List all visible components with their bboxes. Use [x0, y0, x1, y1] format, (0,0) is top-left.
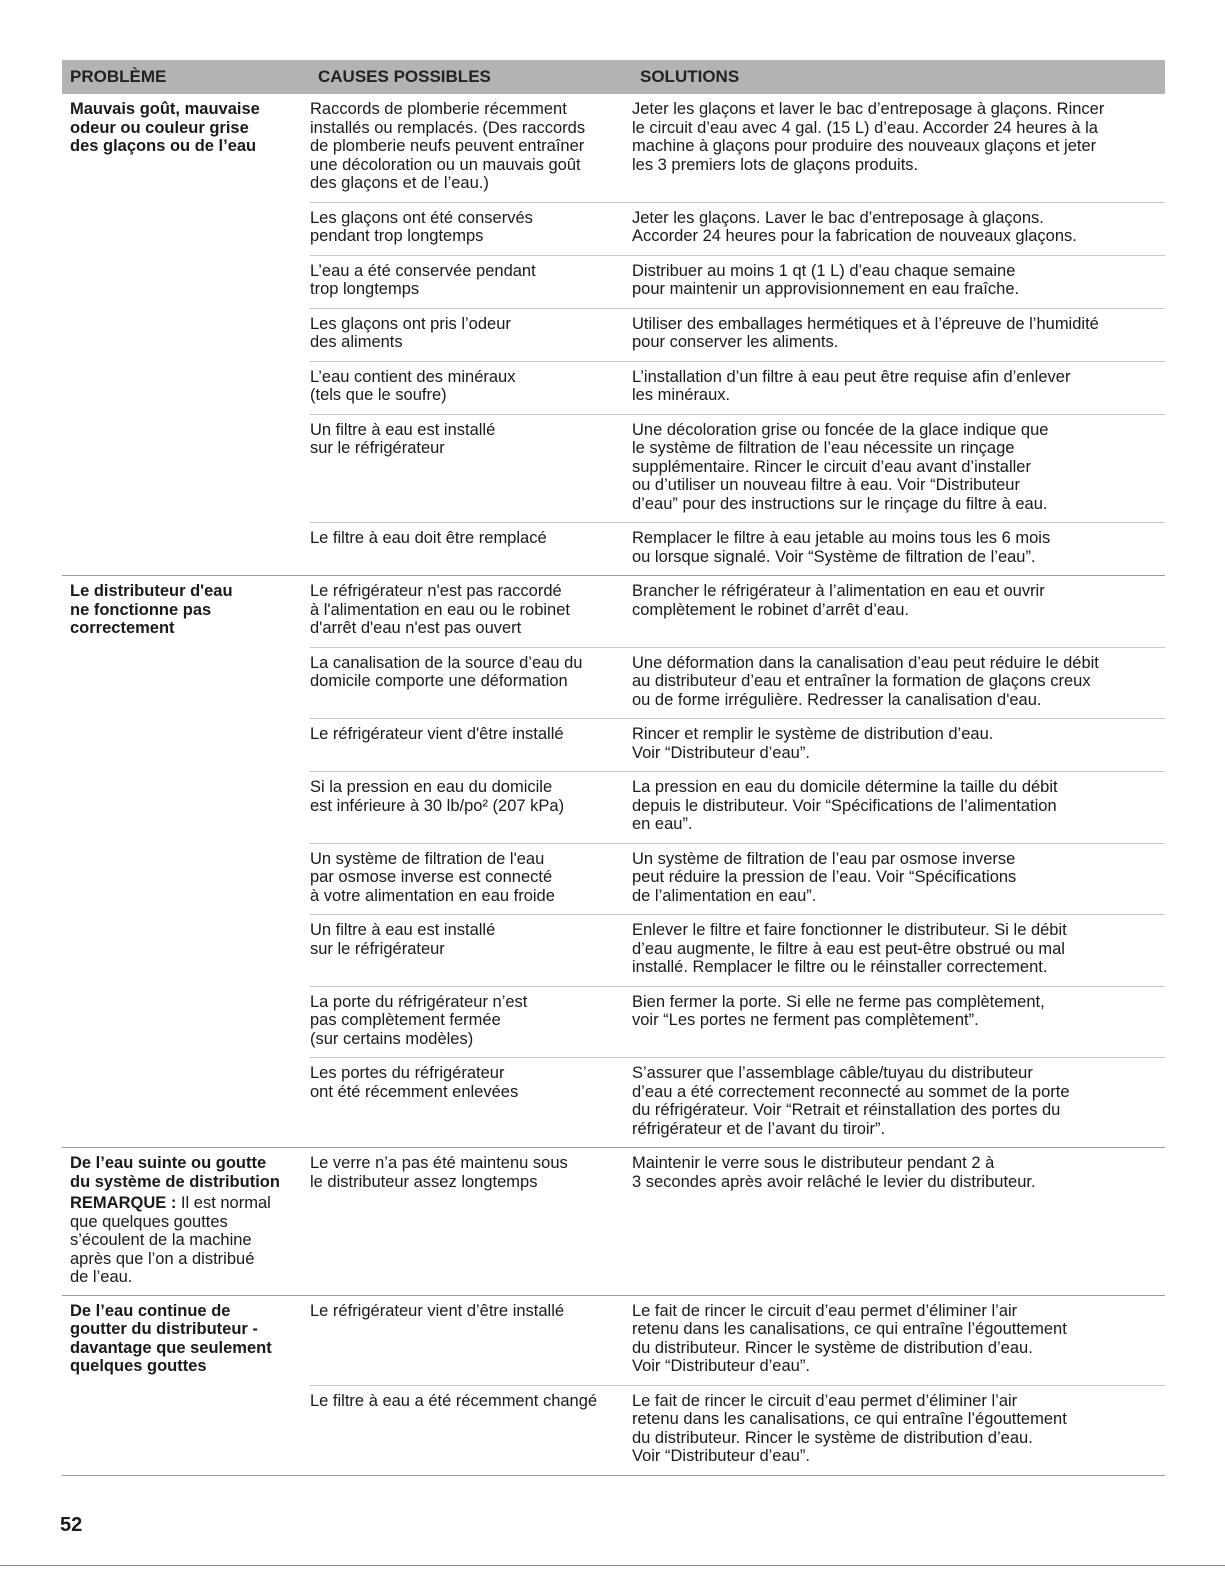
- page-bottom-rule: [0, 1565, 1225, 1566]
- cause-cell: Le réfrigérateur vient d'être installé: [310, 725, 564, 743]
- problem-title: Mauvais goût, mauvaise odeur ou couleur grise des glaçons ou de l’eau: [70, 100, 260, 155]
- problem-group: [62, 576, 1165, 1148]
- problem-group: [62, 94, 1165, 576]
- cause-cell: La canalisation de la source d’eau du domicile comporte une déformation: [310, 653, 583, 690]
- header-solutions: SOLUTIONS: [640, 67, 740, 86]
- note-label: REMARQUE :: [70, 1194, 177, 1212]
- cause-solution-list: [310, 94, 1165, 575]
- problem-cell: [62, 94, 310, 575]
- solution-cell: Maintenir le verre sous le distributeur pendant 2 à 3 secondes après avoir relâché le levier du distributeur.: [632, 1154, 1036, 1191]
- solution-cell: Jeter les glaçons. Laver le bac d’entreposage à glaçons. Accorder 24 heures pour la fabrication de nouveaux glaçons.: [632, 208, 1077, 245]
- table-row: [310, 771, 1165, 843]
- cause-cell: Le réfrigérateur n'est pas raccordé à l'alimentation en eau ou le robinet d'arrêt d'eau n'est pas ouvert: [310, 582, 570, 637]
- solution-cell: Brancher le réfrigérateur à l’alimentation en eau et ouvrir complètement le robinet d’arrêt d’eau.: [632, 582, 1045, 619]
- problem-group: [62, 1296, 1165, 1476]
- troubleshooting-table: [62, 60, 1165, 1476]
- table-row: [310, 1385, 1165, 1475]
- solution-cell: Jeter les glaçons et laver le bac d’entreposage à glaçons. Rincer le circuit d’eau avec 4 gal. (15 L) d’eau. Accorder 24 heures à la machine à glaçons pour produire des nouveaux glaçons et jeter les 3 premiers lots de glaçons produits.: [632, 100, 1105, 174]
- solution-cell: Un système de filtration de l’eau par osmose inverse peut réduire la pression de l’eau. Voir “Spécifications de l’alimentation en eau”.: [632, 849, 1017, 905]
- cause-solution-list: [310, 576, 1165, 1147]
- table-row: [310, 576, 1165, 647]
- table-row: [310, 522, 1165, 575]
- table-row: [310, 255, 1165, 308]
- cause-cell: Les glaçons ont pris l’odeur des aliments: [310, 314, 511, 351]
- solution-cell: Bien fermer la porte. Si elle ne ferme pas complètement, voir “Les portes ne ferment pas complètement”.: [632, 992, 1045, 1029]
- cause-cell: L’eau a été conservée pendant trop longtemps: [310, 261, 536, 298]
- problem-cell: [62, 1296, 310, 1475]
- table-row: [310, 843, 1165, 915]
- cause-cell: L’eau contient des minéraux (tels que le soufre): [310, 367, 516, 404]
- problem-group: [62, 1148, 1165, 1296]
- solution-cell: Remplacer le filtre à eau jetable au moins tous les 6 mois ou lorsque signalé. Voir “Système de filtration de l’eau”.: [632, 529, 1051, 566]
- problem-title: De l’eau suinte ou goutte du système de distribution: [70, 1154, 280, 1191]
- cause-cell: Un système de filtration de l'eau par osmose inverse est connecté à votre alimentation en eau froide: [310, 849, 555, 905]
- table-row: [310, 1057, 1165, 1147]
- cause-cell: Les portes du réfrigérateur ont été récemment enlevées: [310, 1064, 519, 1101]
- table-row: [310, 914, 1165, 986]
- cause-cell: Un filtre à eau est installé sur le réfrigérateur: [310, 921, 496, 958]
- problem-note: [70, 1194, 302, 1287]
- table-row: [310, 1148, 1165, 1200]
- solution-cell: Une déformation dans la canalisation d’eau peut réduire le débit au distributeur d’eau et entraîner la formation de glaçons creux ou de forme irrégulière. Redresser la canalisation d'eau.: [632, 653, 1099, 709]
- problem-cell: [62, 576, 310, 1147]
- solution-cell: La pression en eau du domicile détermine la taille du débit depuis le distributeur. Voir “Spécifications de l’alimentation en eau”.: [632, 778, 1058, 833]
- table-row: [310, 718, 1165, 771]
- solution-cell: Utiliser des emballages hermétiques et à l’épreuve de l’humidité pour conserver les aliments.: [632, 314, 1099, 351]
- cause-cell: Si la pression en eau du domicile est inférieure à 30 lb/po² (207 kPa): [310, 778, 565, 815]
- solution-cell: Distribuer au moins 1 qt (1 L) d’eau chaque semaine pour maintenir un approvisionnement en eau fraîche.: [632, 261, 1020, 298]
- cause-cell: Le verre n’a pas été maintenu sous le distributeur assez longtemps: [310, 1154, 568, 1191]
- cause-cell: Un filtre à eau est installé sur le réfrigérateur: [310, 420, 496, 457]
- table-row: [310, 361, 1165, 414]
- table-row: [310, 1296, 1165, 1385]
- cause-cell: Les glaçons ont été conservés pendant trop longtemps: [310, 208, 533, 245]
- solution-cell: Le fait de rincer le circuit d’eau permet d’éliminer l’air retenu dans les canalisations, ce qui entraîne l’égouttement du distributeur. Rincer le système de distribution d’eau. Voir “Distributeur d’eau”.: [632, 1391, 1067, 1465]
- problem-cell: [62, 1148, 310, 1295]
- solution-cell: Une décoloration grise ou foncée de la glace indique que le système de filtration de l’eau nécessite un rinçage supplémentaire. Rincer le circuit d’eau avant d’installer ou d’utiliser un nouveau filtre à eau. Voir “Distributeur d’eau” pour des instructions sur le rinçage du filtre à eau.: [632, 420, 1049, 513]
- solution-cell: L’installation d’un filtre à eau peut être requise afin d’enlever les minéraux.: [632, 367, 1071, 404]
- table-row: [310, 202, 1165, 255]
- solution-cell: Le fait de rincer le circuit d’eau permet d’éliminer l’air retenu dans les canalisations, ce qui entraîne l’égouttement du distributeur. Rincer le système de distribution d’eau. Voir “Distributeur d’eau”.: [632, 1301, 1067, 1375]
- cause-solution-list: [310, 1148, 1165, 1295]
- header-causes: CAUSES POSSIBLES: [318, 67, 491, 86]
- table-row: [310, 308, 1165, 361]
- cause-cell: Le filtre à eau a été récemment changé: [310, 1391, 598, 1410]
- problem-title: Le distributeur d'eau ne fonctionne pas correctement: [70, 582, 233, 637]
- table-header: [62, 60, 1165, 94]
- header-problem: PROBLÈME: [70, 67, 167, 86]
- cause-cell: Le réfrigérateur vient d’être installé: [310, 1301, 565, 1320]
- table-row: [310, 986, 1165, 1058]
- solution-cell: Enlever le filtre et faire fonctionner le distributeur. Si le débit d’eau augmente, le filtre à eau est peut-être obstrué ou mal installé. Remplacer le filtre ou le réinstaller correctement.: [632, 921, 1067, 976]
- table-row: [310, 414, 1165, 523]
- note-text: Il est normal que quelques gouttes s’écoulent de la machine après que l’on a distribué de l’eau.: [70, 1194, 271, 1286]
- problem-title: De l’eau continue de goutter du distributeur - davantage que seulement quelques gouttes: [70, 1301, 272, 1375]
- table-row: [310, 94, 1165, 202]
- cause-cell: La porte du réfrigérateur n’est pas complètement fermée (sur certains modèles): [310, 992, 528, 1048]
- page-number: 52: [60, 1514, 83, 1536]
- cause-cell: Raccords de plomberie récemment installés ou remplacés. (Des raccords de plomberie neufs peuvent entraîner une décoloration ou un mauvais goût des glaçons et de l’eau.): [310, 100, 586, 192]
- table-body: [62, 94, 1165, 1476]
- table-row: [310, 647, 1165, 719]
- cause-solution-list: [310, 1296, 1165, 1475]
- cause-cell: Le filtre à eau doit être remplacé: [310, 529, 547, 547]
- solution-cell: S’assurer que l’assemblage câble/tuyau du distributeur d’eau a été correctement reconnecté au sommet de la porte du réfrigérateur. Voir “Retrait et réinstallation des portes du réfrigérateur et de l’avant du tiroir”.: [632, 1064, 1070, 1138]
- solution-cell: Rincer et remplir le système de distribution d’eau. Voir “Distributeur d’eau”.: [632, 725, 994, 762]
